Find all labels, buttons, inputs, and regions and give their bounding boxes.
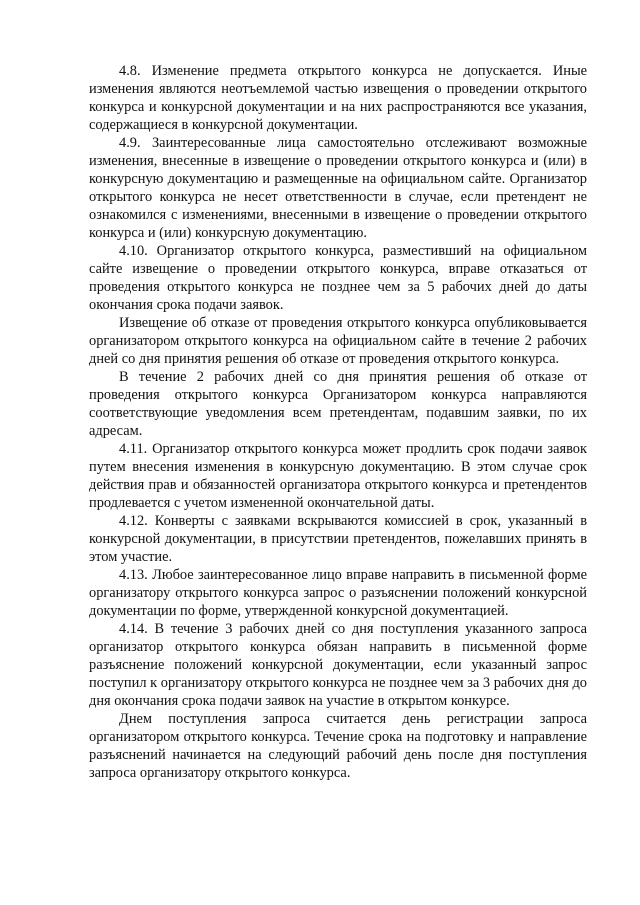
- paragraph-4-12: 4.12. Конверты с заявками вскрываются комиссией в срок, указанный в конкурсной документации, в присутствии претендентов, пожелавших принять в этом участие.: [89, 513, 587, 565]
- paragraph-refusal-notifications: В течение 2 рабочих дней со дня принятия решения об отказе от проведения открытого конкурса Организатором конкурса направляются соответствующие уведомления всем претендентам, подавшим заявки, по их адресам.: [89, 369, 587, 439]
- paragraph-refusal-notice: Извещение об отказе от проведения открытого конкурса опубликовывается организатором открытого конкурса на официальном сайте в течение 2 рабочих дней со дня принятия решения об отказе от проведения открытого конкурса.: [89, 315, 587, 367]
- paragraph-4-13: 4.13. Любое заинтересованное лицо вправе направить в письменной форме организатору открытого конкурса запрос о разъяснении положений конкурсной документации по форме, утвержденной конкурсной документацией.: [89, 567, 587, 619]
- paragraph-4-11: 4.11. Организатор открытого конкурса может продлить срок подачи заявок путем внесения изменения в конкурсную документацию. В этом случае срок действия прав и обязанностей организатора открытого конкурса и претендентов продлевается с учетом измененной окончательной даты.: [89, 441, 587, 511]
- paragraph-4-14: 4.14. В течение 3 рабочих дней со дня поступления указанного запроса организатор открытого конкурса обязан направить в письменной форме разъяснение положений конкурсной документации, если указанный запрос поступил к организатору открытого конкурса не позднее чем за 3 рабочих дня до дня окончания срока подачи заявок на участие в открытом конкурсе.: [89, 621, 587, 709]
- paragraph-4-9: 4.9. Заинтересованные лица самостоятельно отслеживают возможные изменения, внесенные в извещение о проведении открытого конкурса и (или) в конкурсную документацию и размещенные на официальном сайте. Организатор открытого конкурса не несет ответственности в случае, если претендент не ознакомился с изменениями, внесенными в извещение о проведении открытого конкурса и (или) конкурсную документацию.: [89, 135, 587, 241]
- paragraph-4-10: 4.10. Организатор открытого конкурса, разместивший на официальном сайте извещение о проведении открытого конкурса, вправе отказаться от проведения открытого конкурса не позднее чем за 5 рабочих дней до даты окончания срока подачи заявок.: [89, 243, 587, 313]
- document-body: [89, 62, 587, 782]
- paragraph-4-8: 4.8. Изменение предмета открытого конкурса не допускается. Иные изменения являются неотъемлемой частью извещения о проведении открытого конкурса и конкурсной документации и на них распространяются все указания, содержащиеся в конкурсной документации.: [89, 63, 587, 133]
- paragraph-request-receipt-day: Днем поступления запроса считается день регистрации запроса организатором открытого конкурса. Течение срока на подготовку и направление разъяснений начинается на следующий рабочий день после дня поступления запроса организатору открытого конкурса.: [89, 711, 587, 781]
